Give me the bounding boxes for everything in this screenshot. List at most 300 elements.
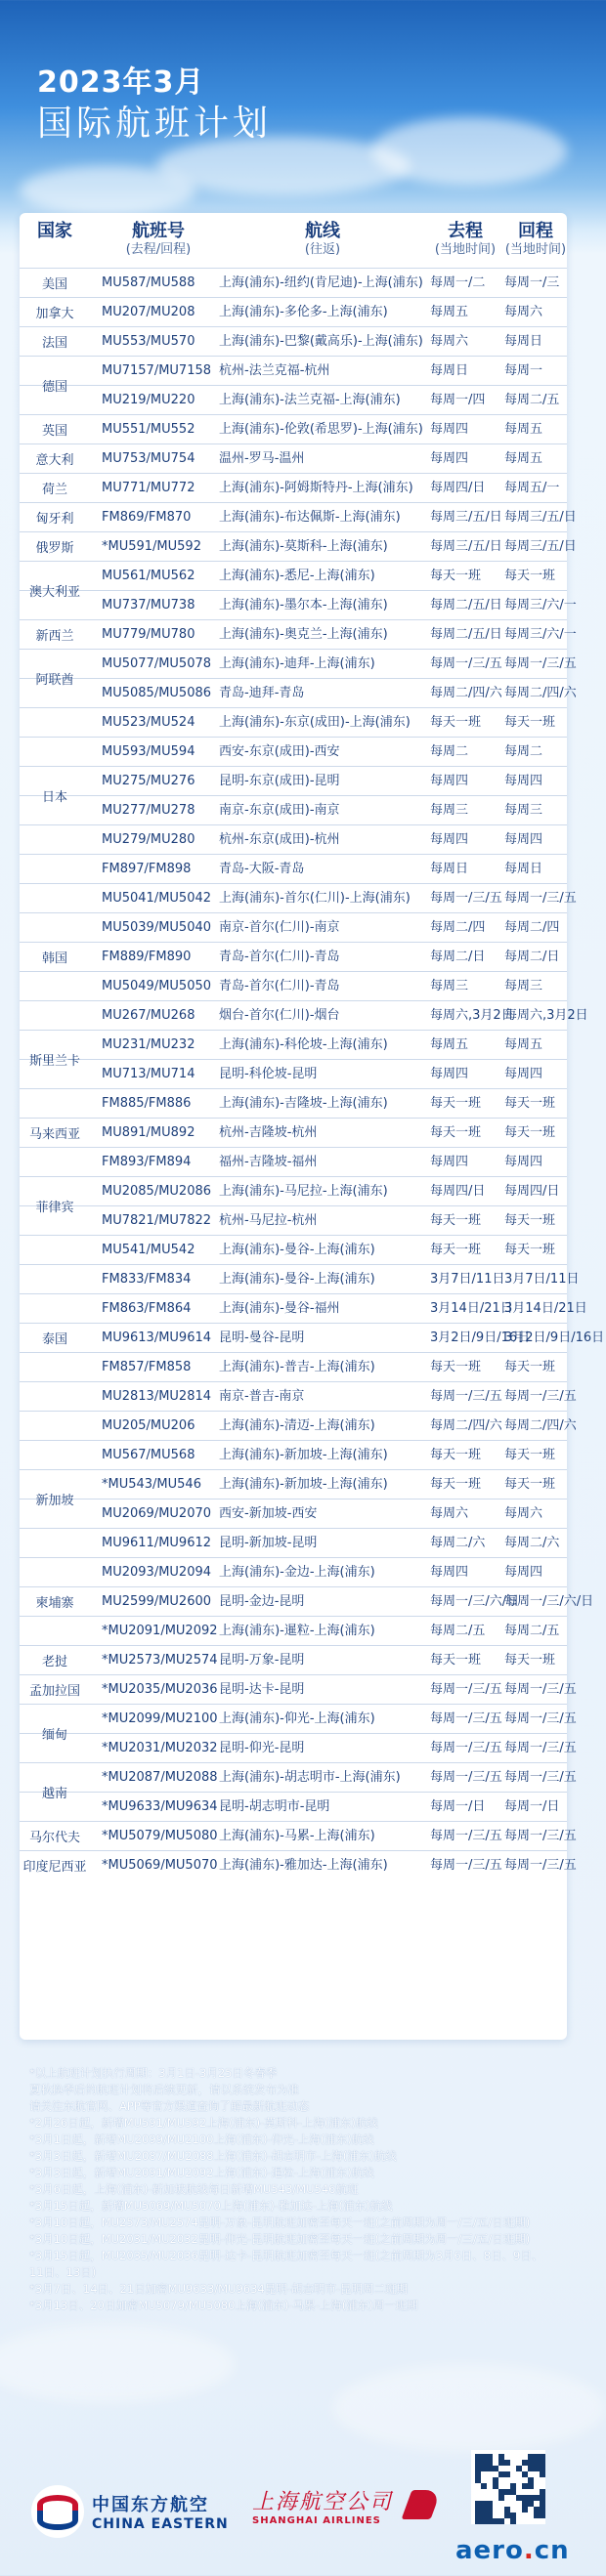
return-days: 每周一/三/五 [504,1741,577,1755]
table-row [20,737,567,766]
return-days: 每周三/六/一 [504,598,577,612]
return-days: 每周一/日 [504,1799,560,1814]
country-label: 新西兰 [35,628,74,644]
route: 上海(浦东)-清迈-上海(浦东) [219,1418,375,1433]
route: 昆明-科伦坡-昆明 [219,1067,318,1081]
flight-number: MU523/MU524 [102,715,195,730]
country-label: 美国 [41,276,67,292]
return-days: 每天一班 [504,1360,556,1374]
route: 昆明-万象-昆明 [219,1653,305,1668]
return-days: 每周一/三/五 [504,1858,577,1873]
header-out [426,221,504,258]
flight-number: FM863/FM864 [102,1301,192,1316]
outbound-days: 每周二/四 [430,920,486,935]
watermark-part-b: cn [534,2536,570,2565]
return-days: 每周一/三/六/日 [504,1594,594,1609]
flight-number: *MU2087/MU2088 [102,1770,218,1785]
route: 上海(浦东)-悉尼-上海(浦东) [219,569,375,583]
route: 上海(浦东)-纽约(肯尼迪)-上海(浦东) [219,275,423,290]
note-line: 夏秋换季后的航班计划将后续更新，请以系统发布为准 [29,2083,299,2096]
outbound-days: 每周一/三/五 [430,1682,502,1697]
table-row [20,326,567,356]
outbound-days: 每周一/三/五 [430,656,502,671]
watermark-part-a: aero [455,2536,524,2565]
outbound-days: 每周三/五/日 [430,539,502,554]
return-days: 每周一/三/五 [504,891,577,906]
route: 上海(浦东)-曼谷-福州 [219,1301,340,1316]
table-row [20,1059,567,1088]
outbound-days: 每周四 [430,1155,469,1169]
table-row [20,1118,567,1147]
flight-number: MU207/MU208 [102,305,195,319]
flight-number: *MU2035/MU2036 [102,1682,218,1697]
flight-number: MU279/MU280 [102,832,195,847]
table-row [20,942,567,971]
flight-number: MU5049/MU5050 [102,979,212,993]
flight-number: MU277/MU278 [102,803,195,818]
route: 上海(浦东)-仰光-上海(浦东) [219,1711,375,1726]
route: 烟台-首尔(仁川)-烟台 [219,1008,340,1023]
header-route-sub: (往返) [304,242,341,257]
country-label: 斯里兰卡 [28,1053,80,1069]
outbound-days: 每周二 [430,744,469,759]
table-row [20,1235,567,1264]
country-label: 法国 [41,335,67,351]
route: 上海(浦东)-法兰克福-上海(浦东) [219,393,401,407]
return-days: 每周四 [504,774,543,788]
shanghai-airlines-name-en: SHANGHAI AIRLINES [252,2515,381,2526]
country-label: 缅甸 [41,1727,67,1743]
outbound-days: 每周一/三/五 [430,1858,502,1873]
flight-number: FM889/FM890 [102,950,192,964]
route: 上海(浦东)-莫斯科-上海(浦东) [219,539,388,554]
outbound-days: 每周三/五/日 [430,510,502,525]
note-line: *以上航班计划执行周期：3月1日-3月25日冬春季 [29,2066,278,2080]
flight-number: MU713/MU714 [102,1067,195,1081]
table-row [20,1704,577,1733]
header-return-label: 回程 [518,221,553,241]
table-body [20,268,605,1879]
return-days: 每周一 [504,363,543,378]
return-days: 每周四 [504,1565,543,1580]
table-row [20,795,567,824]
country-label: 泰国 [41,1331,67,1347]
return-days: 每周三/五/日 [504,510,577,525]
outbound-days: 每周三 [430,803,469,818]
table-row [20,443,567,473]
route: 上海(浦东)-阿姆斯特丹-上海(浦东) [219,481,413,495]
return-days: 每周日 [504,334,543,349]
flight-number: MU737/MU738 [102,598,195,612]
header-flight-sub: (去程/回程) [125,242,192,257]
return-days: 每周一/三 [504,275,560,290]
flight-number: MU2069/MU2070 [102,1506,212,1521]
outbound-days: 每周一/三/五 [430,1770,502,1785]
route: 西安-新加坡-西安 [219,1506,318,1521]
table-row [20,502,577,531]
return-days: 每周二/四/六 [504,686,577,700]
outbound-days: 每周四 [430,1565,469,1580]
route: 上海(浦东)-暹粒-上海(浦东) [219,1624,375,1638]
return-days: 每天一班 [504,1243,556,1257]
header-return [502,221,569,258]
outbound-days: 每周四 [430,422,469,437]
outbound-days: 每周五 [430,1037,469,1052]
flight-number: MU2599/MU2600 [102,1594,212,1609]
route: 上海(浦东)-曼谷-上海(浦东) [219,1272,375,1287]
qr-code-icon [471,2450,545,2524]
return-days: 3月14日/21日 [504,1301,587,1316]
return-days: 每天一班 [504,1448,556,1462]
table-row [20,1176,567,1205]
route: 昆明-曼谷-昆明 [219,1330,305,1345]
outbound-days: 每周六 [430,1506,469,1521]
note-line: *3月3日起，新增MU2087/MU2088上海(浦东)-胡志明市-上海(浦东)航线 [29,2149,397,2163]
outbound-days: 每周一/三/六/日 [430,1594,520,1609]
country-label: 阿联酋 [35,672,74,688]
return-days: 每周二/四 [504,920,560,935]
return-days: 每周一/三/五 [504,1389,577,1404]
route: 上海(浦东)-吉隆坡-上海(浦东) [219,1096,388,1111]
outbound-days: 每周六 [430,334,469,349]
flight-number: MU593/MU594 [102,744,195,759]
country-label: 加拿大 [35,306,74,321]
country-label: 印度尼西亚 [22,1859,87,1875]
route: 上海(浦东)-马累-上海(浦东) [219,1829,375,1843]
return-days: 每天一班 [504,715,556,730]
flight-number: MU7821/MU7822 [102,1213,212,1228]
return-days: 每周五 [504,451,543,466]
cloud [20,166,195,215]
note-line: *3月7日、14日、21日加密MU9633/MU9634昆明-胡志明市-昆明周二班期 [29,2282,409,2296]
flight-number: FM857/FM858 [102,1360,192,1374]
country-label: 马尔代夫 [28,1830,80,1845]
table-row [20,766,567,795]
return-days: 每周四 [504,1155,543,1169]
outbound-days: 每天一班 [430,1243,482,1257]
table-row [20,1674,577,1704]
outbound-days: 每周五 [430,305,469,319]
flight-number: *MU2099/MU2100 [102,1711,218,1726]
table-row [20,619,577,649]
return-days: 每周一/三/五 [504,1711,577,1726]
table-row [20,1733,577,1762]
return-days: 每天一班 [504,1477,556,1492]
header-route [219,221,426,258]
return-days: 每周三 [504,803,543,818]
note-line: 请关注东航官网、APP等官方渠道查询了解最新航班动态 [29,2099,310,2113]
table-row [20,678,577,707]
return-days: 3月2日/9日/16日 [504,1330,605,1345]
outbound-days: 3月2日/9日/16日 [430,1330,531,1345]
country-label: 老挝 [41,1654,67,1669]
outbound-days: 每周二/四/六 [430,686,502,700]
outbound-days: 每周二/五 [430,1624,486,1638]
table-row [20,1821,577,1850]
route: 杭州-法兰克福-杭州 [219,363,330,378]
table-row [20,531,577,561]
watermark [455,2536,570,2565]
header-country [20,221,90,242]
return-days: 每周六 [504,305,543,319]
flight-number: FM897/FM898 [102,862,192,876]
flight-number: MU567/MU568 [102,1448,195,1462]
table-row [20,912,567,942]
note-line: *3月13日、20日加密MU5079/MU5080上海(浦东)-马累-上海(浦东)周一班期 [29,2299,418,2312]
note-line: *3月15日起，MU2035/MU2036昆明-达卡-昆明航班加密至每天一班(之前周期为3月6日、8日、9日、 [29,2249,543,2262]
outbound-days: 每周二/日 [430,950,486,964]
flight-number: *MU591/MU592 [102,539,201,554]
outbound-days: 每周六,3月2日 [430,1008,514,1023]
route: 上海(浦东)-迪拜-上海(浦东) [219,656,375,671]
route: 上海(浦东)-奥克兰-上海(浦东) [219,627,388,642]
outbound-days: 每周四 [430,774,469,788]
return-days: 每周三 [504,979,543,993]
country-label: 俄罗斯 [35,540,74,556]
country-label: 匈牙利 [35,511,74,527]
route: 上海(浦东)-东京(成田)-上海(浦东) [219,715,411,730]
note-line: *3月10日起，MU2031/MU2032昆明-仰光-昆明航班加密至每天一班(之前周期为周一/三/五/日班期) [29,2232,531,2246]
route: 上海(浦东)-多伦多-上海(浦东) [219,305,388,319]
flight-number: MU5077/MU5078 [102,656,212,671]
outbound-days: 每天一班 [430,1448,482,1462]
table-row [20,971,567,1000]
route: 上海(浦东)-新加坡-上海(浦东) [219,1448,388,1462]
route: 昆明-东京(成田)-昆明 [219,774,340,788]
table-row [20,1352,567,1381]
note-line: *3月15日起，新增MU5069/MU5070上海(浦东)-雅加达-上海(浦东)航线 [29,2199,393,2213]
flight-number: FM893/FM894 [102,1155,192,1169]
route: 昆明-胡志明市-昆明 [219,1799,330,1814]
outbound-days: 每周一/四 [430,393,486,407]
flight-number: MU5039/MU5040 [102,920,212,935]
route: 上海(浦东)-布达佩斯-上海(浦东) [219,510,401,525]
table-row [20,297,567,326]
outbound-days: 每周一/三/五 [430,1829,502,1843]
table-row [20,1440,567,1469]
table-row [20,268,567,297]
route: 昆明-达卡-昆明 [219,1682,305,1697]
route: 西安-东京(成田)-西安 [219,744,340,759]
return-days: 每周四 [504,1067,543,1081]
country-label: 澳大利亚 [28,584,80,600]
outbound-days: 每周二/五/日 [430,598,502,612]
return-days: 每周五/一 [504,481,560,495]
flight-number: MU9611/MU9612 [102,1536,212,1550]
return-days: 每周日 [504,862,543,876]
header-return-sub: (当地时间) [504,242,567,257]
country-label: 荷兰 [41,482,67,497]
table-row [20,1616,567,1645]
return-days: 每周一/三/五 [504,656,577,671]
return-days: 每周二/五 [504,393,560,407]
header-out-sub: (当地时间) [434,242,497,257]
route: 杭州-吉隆坡-杭州 [219,1125,318,1140]
flight-number: MU275/MU276 [102,774,195,788]
watermark-dot: . [523,2536,535,2565]
flight-number: *MU5069/MU5070 [102,1858,218,1873]
route: 上海(浦东)-普吉-上海(浦东) [219,1360,375,1374]
return-days: 每周二 [504,744,543,759]
table-row [20,473,567,502]
route: 上海(浦东)-科伦坡-上海(浦东) [219,1037,388,1052]
route: 青岛-首尔(仁川)-青岛 [219,979,340,993]
note-line: 11日、13日) [29,2265,97,2279]
country-label: 马来西亚 [28,1126,80,1142]
table-row [20,1586,594,1616]
return-days: 每周一/三/五 [504,1829,577,1843]
table-row [20,707,567,737]
country-label: 英国 [41,423,67,439]
return-days: 每周五 [504,1037,543,1052]
header-year: 2023年3月 [37,65,205,100]
return-days: 每周六 [504,1506,543,1521]
page-header [37,64,272,147]
shanghai-airlines-crane-icon [403,2486,442,2525]
outbound-days: 每周四/日 [430,481,486,495]
flight-number: FM885/FM886 [102,1096,192,1111]
route: 杭州-马尼拉-杭州 [219,1213,318,1228]
route: 南京-东京(成田)-南京 [219,803,340,818]
outbound-days: 每周二/四/六 [430,1418,502,1433]
outbound-days: 3月14日/21日 [430,1301,513,1316]
outbound-days: 每周二/六 [430,1536,486,1550]
flight-number: MU891/MU892 [102,1125,195,1140]
outbound-days: 每周一/日 [430,1799,486,1814]
outbound-days: 每周四 [430,451,469,466]
table-row [20,1381,577,1411]
return-days: 每周四/日 [504,1184,560,1199]
footer [0,2442,586,2576]
flight-number: *MU5079/MU5080 [102,1829,218,1843]
table-row [20,1499,567,1528]
route: 上海(浦东)-新加坡-上海(浦东) [219,1477,388,1492]
outbound-days: 每周一/三/五 [430,1741,502,1755]
china-eastern-swallow-icon [31,2485,84,2538]
flight-number: FM833/FM834 [102,1272,192,1287]
outbound-days: 每周二/五/日 [430,627,502,642]
return-days: 每天一班 [504,569,556,583]
return-days: 每周三/五/日 [504,539,577,554]
table-row [20,1205,567,1235]
flight-number: MU9613/MU9614 [102,1330,212,1345]
notes-section [29,2065,557,2314]
return-days: 每天一班 [504,1096,556,1111]
return-days: 每周一/三/五 [504,1682,577,1697]
header-out-label: 去程 [448,221,483,241]
return-days: 每周五 [504,422,543,437]
outbound-days: 每天一班 [430,569,482,583]
header-flight-label: 航班号 [132,221,185,241]
table-row [20,1264,580,1293]
flight-number: MU541/MU542 [102,1243,195,1257]
cloud [371,117,567,186]
flight-number: MU2085/MU2086 [102,1184,212,1199]
note-line: *3月10日起，MU2573/MU2574昆明-万象-昆明航班加密至每天一班(之前周期为周一/三/五/日班期) [29,2216,531,2229]
outbound-days: 每周一/三/五 [430,1389,502,1404]
outbound-days: 每周一/三/五 [430,891,502,906]
flight-number: MU561/MU562 [102,569,195,583]
route: 上海(浦东)-墨尔本-上海(浦东) [219,598,388,612]
china-eastern-name-cn: 中国东方航空 [92,2495,209,2515]
return-days: 每周三/六/一 [504,627,577,642]
outbound-days: 每天一班 [430,1125,482,1140]
country-label: 越南 [41,1786,67,1801]
flight-number: *MU2031/MU2032 [102,1741,218,1755]
route: 福州-吉隆坡-福州 [219,1155,318,1169]
outbound-days: 每周四/日 [430,1184,486,1199]
flight-number: MU205/MU206 [102,1418,195,1433]
route: 青岛-首尔(仁川)-青岛 [219,950,340,964]
route: 上海(浦东)-雅加达-上海(浦东) [219,1858,388,1873]
return-days: 3月7日/11日 [504,1272,580,1287]
table-row [20,1528,567,1557]
table-header [20,213,567,268]
table-row [20,1792,567,1821]
route: 上海(浦东)-胡志明市-上海(浦东) [219,1770,401,1785]
flight-number: *MU543/MU546 [102,1477,201,1492]
outbound-days: 每天一班 [430,1477,482,1492]
outbound-days: 每天一班 [430,1653,482,1668]
outbound-days: 每周日 [430,363,469,378]
flight-number: FM869/FM870 [102,510,192,525]
table-row [20,1293,587,1323]
route: 上海(浦东)-曼谷-上海(浦东) [219,1243,375,1257]
table-row [20,1147,567,1176]
route: 上海(浦东)-巴黎(戴高乐)-上海(浦东) [219,334,423,349]
note-line: *3月6日起，上海(浦东)-新加坡航线每日新增MU543/MU546航班 [29,2182,359,2196]
flight-number: *MU9633/MU9634 [102,1799,218,1814]
country-label: 新加坡 [35,1493,74,1508]
outbound-days: 每周四 [430,1067,469,1081]
flight-number: MU753/MU754 [102,451,195,466]
table-row [20,1323,605,1352]
route: 昆明-金边-昆明 [219,1594,305,1609]
header-country-label: 国家 [37,221,72,241]
return-days: 每天一班 [504,1125,556,1140]
table-row [20,561,567,590]
page-title: 国际航班计划 [37,104,273,144]
return-days: 每周一/三/五 [504,1770,577,1785]
shanghai-airlines-name-cn: 上海航空公司 [252,2490,394,2514]
route: 青岛-大阪-青岛 [219,862,305,876]
flight-number: MU219/MU220 [102,393,195,407]
table-row [20,414,567,443]
route: 青岛-迪拜-青岛 [219,686,305,700]
outbound-days: 每周一/二 [430,275,486,290]
flight-number: *MU2573/MU2574 [102,1653,218,1668]
outbound-days: 每天一班 [430,1096,482,1111]
table-row [20,1645,567,1674]
return-days: 每周四 [504,832,543,847]
route: 上海(浦东)-首尔(仁川)-上海(浦东) [219,891,411,906]
table-row [20,356,567,385]
return-days: 每天一班 [504,1653,556,1668]
note-line: *3月3日起，新增MU2091/MU2092上海(浦东)-暹粒-上海(浦东)航线 [29,2166,374,2179]
table-row [20,824,567,854]
flight-number: MU267/MU268 [102,1008,195,1023]
route: 南京-首尔(仁川)-南京 [219,920,340,935]
flight-number: MU779/MU780 [102,627,195,642]
schedule-table [20,213,605,2040]
table-row [20,1469,567,1499]
table-row [20,1030,567,1059]
note-line: *2月26日起，新增MU591/MU592上海(浦东)-莫斯科-上海(浦东)航线 [29,2116,378,2130]
route: 昆明-仰光-昆明 [219,1741,305,1755]
route: 南京-普吉-南京 [219,1389,305,1404]
flight-number: MU771/MU772 [102,481,195,495]
flight-number: MU5085/MU5086 [102,686,212,700]
